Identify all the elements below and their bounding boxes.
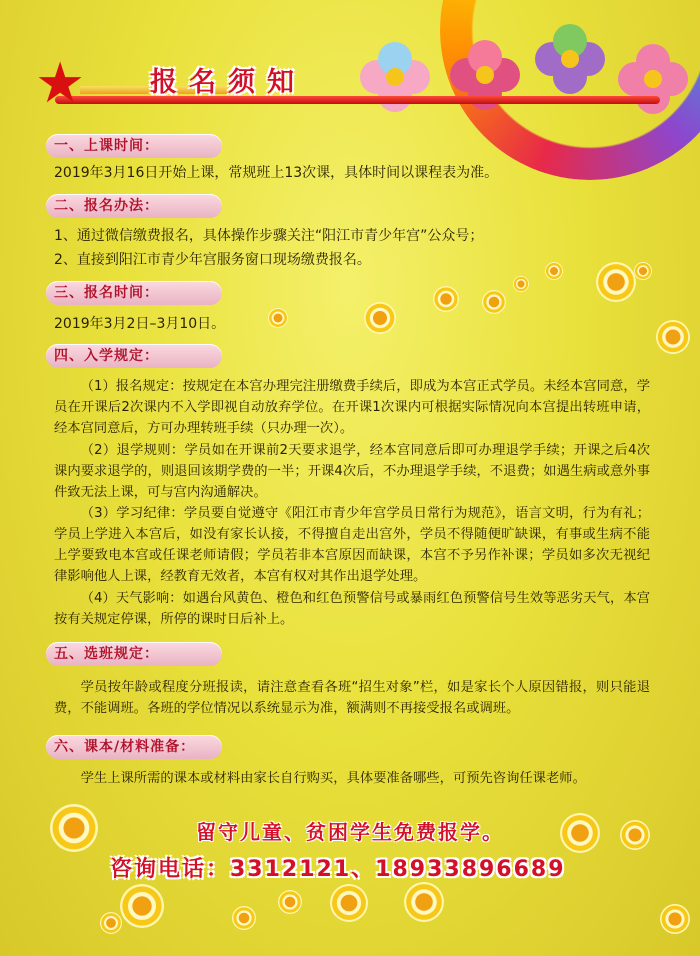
page-title: 报名须知: [150, 67, 306, 98]
circle-decoration: [120, 884, 164, 928]
flower-decoration: [535, 24, 605, 94]
free-enrollment-slogan: 留守儿童、贫困学生免费报学。: [196, 820, 504, 844]
section-heading-registration-time: 三、报名时间：: [46, 281, 222, 305]
section-text: 2019年3月2日–3月10日。: [54, 316, 226, 332]
circle-decoration: [100, 912, 122, 934]
rule-paragraph: （1）报名规定：按规定在本宫办理完注册缴费手续后，即成为本宫正式学员。未经本宫同意，学员在开课后2次课内不入学即视自动放弃学位。在开课1次课内可根据实际情况向本宫提出转班申请，经本宫同意后，方可办理转班手续（只办理一次）。: [54, 379, 650, 436]
circle-decoration: [278, 890, 302, 914]
rule-paragraph: （3）学习纪律：学员要自觉遵守《阳江市青少年宫学员日常行为规范》，语言文明，行为有礼；学员上学进入本宫后，如没有家长认接，不得擅自走出宫外，学员不得随便旷缺课，有事或生病不能上学要致电本宫或任课老师请假；学员若非本宫原因而缺课，本宫不予另作补课；学员如多次无视纪律影响他人上课，经教育无效者，本宫有权对其作出退学处理。: [54, 506, 650, 584]
circle-decoration: [404, 882, 444, 922]
circle-decoration: [433, 286, 459, 312]
circle-decoration: [268, 308, 288, 328]
section-text: 2、直接到阳江市青少年宫服务窗口现场缴费报名。: [54, 252, 371, 268]
circle-decoration: [656, 320, 690, 354]
section-text: 学生上课所需的课本或材料由家长自行购买，具体要准备哪些，可预先咨询任课老师。: [80, 771, 586, 786]
section-heading-materials: 六、课本/材料准备：: [46, 735, 222, 759]
contact-phone: 咨询电话：3312121、18933896689: [110, 857, 566, 882]
circle-decoration: [330, 884, 368, 922]
section-heading-registration-method: 二、报名办法：: [46, 194, 222, 218]
circle-decoration: [560, 813, 600, 853]
section-heading-class-time: 一、上课时间：: [46, 134, 222, 158]
circle-decoration: [634, 262, 652, 280]
section-heading-class-selection: 五、选班规定：: [46, 642, 222, 666]
rule-paragraph: （2）退学规则：学员如在开课前2天要求退学，经本宫同意后即可办理退学手续；开课之后4次课内要求退学的，则退回该期学费的一半；开课4次后，不办理退学手续，不退费；如遇生病或意外事件致无法上课，可与宫内沟通解决。: [54, 443, 650, 500]
circle-decoration: [482, 290, 506, 314]
section-text: 2019年3月16日开始上课，常规班上13次课，具体时间以课程表为准。: [54, 165, 499, 181]
circle-decoration: [513, 276, 529, 292]
circle-decoration: [596, 262, 636, 302]
circle-decoration: [50, 804, 98, 852]
circle-decoration: [364, 302, 396, 334]
section-heading-enrollment-rules: 四、入学规定：: [46, 344, 222, 368]
section-text: 学员按年龄或程度分班报读，请注意查看各班“招生对象”栏，如是家长个人原因错报，则只能退费，不能调班。各班的学位情况以系统显示为准，额满则不再接受报名或调班。: [54, 680, 650, 716]
circle-decoration: [660, 904, 690, 934]
star-icon: ★: [35, 51, 86, 116]
rule-paragraph: （4）天气影响：如遇台风黄色、橙色和红色预警信号或暴雨红色预警信号生效等恶劣天气，本宫按有关规定停课，所停的课时日后补上。: [54, 591, 650, 627]
circle-decoration: [620, 820, 650, 850]
section-text: 1、通过微信缴费报名，具体操作步骤关注“阳江市青少年宫”公众号；: [54, 228, 484, 244]
circle-decoration: [545, 262, 563, 280]
header-band: [55, 96, 660, 104]
circle-decoration: [232, 906, 256, 930]
